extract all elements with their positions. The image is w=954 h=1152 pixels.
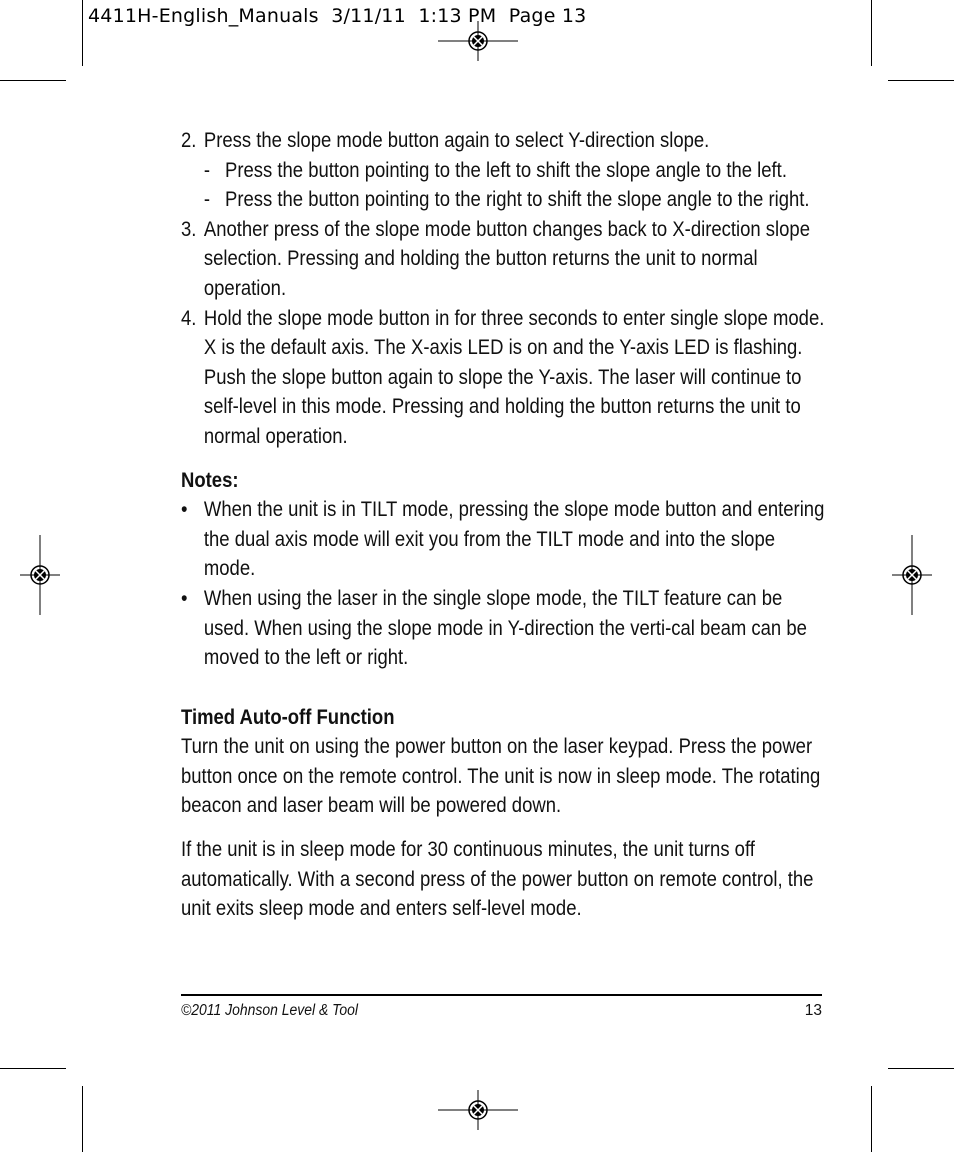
step-number: 2. [181,129,197,152]
step-number: 3. [181,217,197,241]
auto-off-paragraph-1: Turn the unit on using the power button on the laser keypad. Press the power button once on the remote control. The unit is now in sleep mode. The rotating beacon and laser beam will be powered down. [181,735,821,818]
page-content [181,126,826,924]
crop-mark-top-left-horizontal [0,80,66,81]
footer-rule [181,994,822,996]
step-2 [181,126,826,156]
page-number: 13 [804,1002,822,1019]
auto-off-heading: Timed Auto-off Function [181,705,395,729]
registration-mark-left-icon [20,535,60,615]
step-text: Press the slope mode button again to select Y-direction slope. [203,129,710,152]
step-4 [181,304,826,452]
crop-mark-top-right-vertical [871,0,872,66]
auto-off-paragraph-2: If the unit is in sleep mode for 30 continuous minutes, the unit turns off automatically. With a second press of the power button on remote control, the unit exits sleep mode and enters self-level mode. [181,838,814,921]
crop-mark-bottom-right-vertical [871,1086,872,1152]
footer-copyright: ©2011 Johnson Level & Tool [181,1002,359,1019]
crop-mark-bottom-left-vertical [82,1086,83,1152]
crop-mark-top-right-horizontal [888,80,954,81]
step-number: 4. [181,306,197,330]
subitem-text: Press the button pointing to the left to shift the slope angle to the left. [225,158,787,182]
crop-mark-bottom-right-horizontal [888,1068,954,1069]
note-bullet [181,495,826,584]
step-2-subitem-left [204,156,826,186]
subitem-text: Press the button pointing to the right to shift the slope angle to the right. [225,188,810,212]
registration-mark-top-icon [438,21,518,61]
registration-mark-right-icon [892,535,932,615]
dash-marker: - [203,158,211,182]
print-slug: 4411H-English_Manuals 3/11/11 1:13 PM Page 13 [88,5,587,27]
note-text: When using the laser in the single slope mode, the TILT feature can be used. When using the slope mode in Y-direction the verti-cal beam can be moved to the left or right. [203,586,807,670]
step-2-subitem-right [204,185,826,215]
crop-mark-bottom-left-horizontal [0,1068,66,1069]
dash-marker: - [203,188,211,212]
step-text: Another press of the slope mode button changes back to X-direction slope selection. Pressing and holding the button returns the unit to normal operation. [203,217,810,300]
note-text: When the unit is in TILT mode, pressing the slope mode button and entering the dual axis mode will exit you from the TILT mode and into the slope mode. [203,498,825,581]
bullet-marker: • [181,586,188,610]
notes-heading: Notes: [181,468,239,492]
note-bullet [181,584,826,673]
step-text: Hold the slope mode button in for three seconds to enter single slope mode. X is the default axis. The X-axis LED is on and the Y-axis LED is flashing. Push the slope button again to slope the Y-axis. The laser will continue to self-level in this mode. Pressing and holding the button returns the unit to normal operation. [203,306,825,448]
registration-mark-bottom-icon [438,1090,518,1130]
step-3 [181,215,826,304]
bullet-marker: • [181,498,188,522]
crop-mark-top-left-vertical [82,0,83,66]
